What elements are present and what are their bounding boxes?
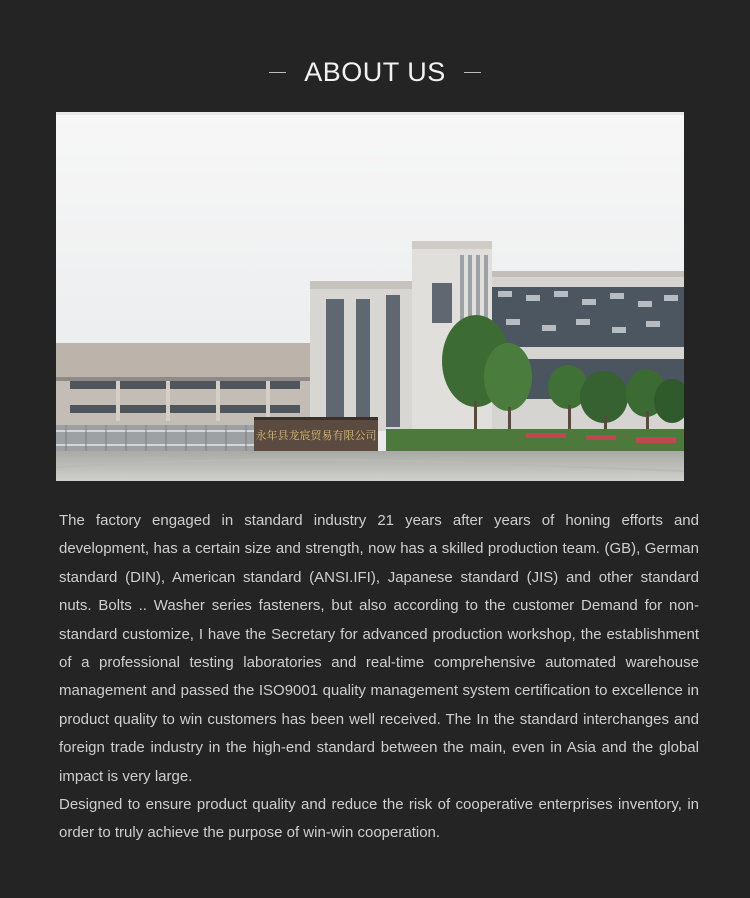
factory-photo [56,112,684,481]
title-right-dash [464,72,481,73]
description-paragraph-1: The factory engaged in standard industry 21 years after years of honing efforts and development, has a certain size and strength, now has a skilled production team. (GB), German standard (DIN), American standard (ANSI.IFI), Japanese standard (JIS) and other standard nuts. Bolts .. Washer series fasteners, but also according to the customer Demand for non-standard customize, I have the Secretary for advanced production workshop, the establishment of a professional testing laboratories and real-time comprehensive automated warehouse management and passed the ISO9001 quality management system certification to excellence in product quality to win customers has been well received. The In the standard interchanges and foreign trade industry in the high-end standard between the main, even in Asia and the global impact is very large. [59,512,699,785]
description-paragraph-2: Designed to ensure product quality and reduce the risk of cooperative enterprises inventory, in order to truly achieve the purpose of win-win cooperation. [59,796,699,842]
section-header [0,52,750,92]
page-title: ABOUT US [304,57,446,87]
about-description [59,507,699,848]
title-left-dash [269,72,286,73]
factory-sign-text: 永年县龙宸贸易有限公司 [255,429,377,442]
